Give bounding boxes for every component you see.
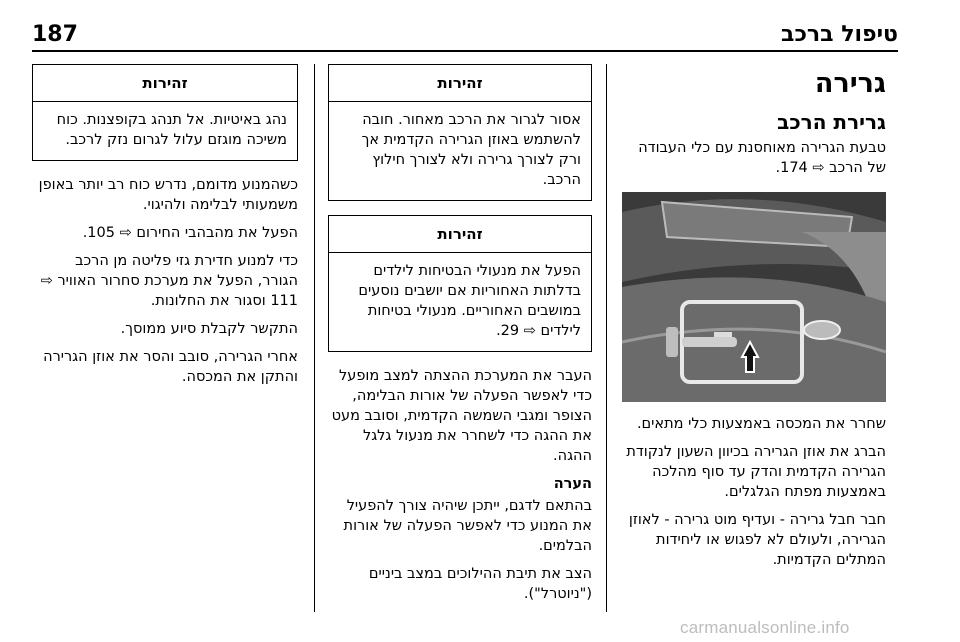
caution-heading: זהירות — [33, 65, 297, 102]
caution-text: הפעל את מנעולי הבטיחות לילדים בדלתות האחוריות אם יושבים נוסעים במושבים האחוריים. מנעולי בטיחות לילדים ⇨ 29. — [358, 263, 581, 339]
towing-eye-photo — [622, 192, 886, 402]
caution-heading: זהירות — [329, 216, 591, 253]
caution-heading: זהירות — [329, 65, 591, 102]
paragraph: התקשר לקבלת סיוע ממוסך. — [120, 321, 298, 337]
running-title: טיפול ברכב — [781, 22, 898, 47]
paragraph: טבעת הגרירה מאוחסנת עם כלי העבודה של הרכב ⇨ 174. — [638, 140, 886, 176]
paragraph: כשהמנוע מדומם, נדרש כוח רב יותר באופן משמעותי לבלימה ולהיגוי. — [38, 177, 298, 213]
watermark: carmanualsonline.info — [680, 618, 850, 637]
caution-box — [32, 64, 298, 161]
column-right — [622, 64, 886, 578]
paragraph: כדי למנוע חדירת גזי פליטה מן הרכב הגורר, הפעל את מערכת סחרור האוויר ⇨ 111 וסגור את החלונות. — [40, 253, 298, 309]
note-text: בהתאם לדגם, ייתכן שיהיה צורך להפעיל את המנוע כדי לאפשר הפעלה של אורות הבלמים. — [343, 498, 592, 554]
page-number: 187 — [32, 22, 78, 47]
paragraph: שחרר את המכסה באמצעות כלי מתאים. — [636, 416, 886, 432]
paragraph: הפעל את מהבהבי החירום ⇨ 105. — [82, 225, 298, 241]
paragraph: אחרי הגרירה, סובב והסר את אוזן הגרירה והתקן את המכסה. — [43, 349, 298, 385]
column-middle — [328, 64, 592, 612]
caution-text: אסור לגרור את הרכב מאחור. חובה להשתמש באוזן הגרירה הקדמית אך ורק לצורך גרירה ולא לצורך חילוץ הרכב. — [361, 112, 581, 188]
caution-box — [328, 215, 592, 352]
column-left — [32, 64, 298, 395]
note-heading: הערה — [553, 476, 592, 492]
column-divider — [314, 64, 315, 612]
section-title: גרירה — [814, 68, 886, 99]
header-rule — [32, 50, 898, 52]
paragraph: העבר את המערכת ההצתה למצב מופעל כדי לאפשר הפעלה של אורות הבלימה, הצופר ומגבי השמשה הקדמית, וסובב מעט את ההגה כדי לשחרר את מנעול גלגל ההגה. — [331, 368, 592, 464]
caution-box — [328, 64, 592, 201]
column-divider — [606, 64, 607, 612]
paragraph: הצב את תיבת ההילוכים במצב ביניים ("ניוטרל"). — [368, 566, 592, 602]
paragraph: חבר חבל גרירה - ועדיף מוט גרירה - לאוזן הגרירה, ולעולם לא לפגוש או ליחידות המתלים הקדמיות. — [628, 512, 886, 568]
paragraph: הברג את אוזן הגרירה בכיוון השעון לנקודת הגרירה הקדמית והדק עד סוף מהלכה באמצעות מפתח הגלגלים. — [626, 444, 886, 500]
caution-text: נהג באיטיות. אל תנהג בקופצנות. כוח משיכה מוגזם עלול לגרום נזק לרכב. — [56, 112, 287, 148]
subsection-title: גרירת הרכב — [777, 110, 886, 134]
